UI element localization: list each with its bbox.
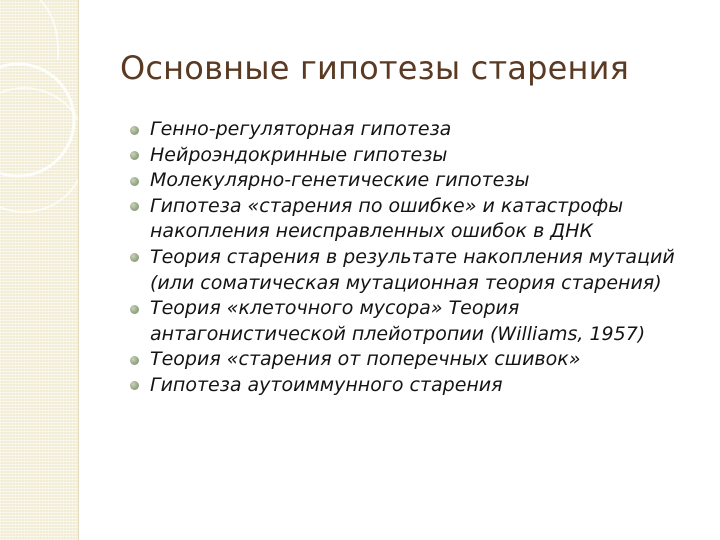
list-item-text: Гипотеза аутоиммунного старения	[150, 373, 503, 396]
bullet-icon	[130, 253, 139, 262]
bullet-icon	[130, 305, 139, 314]
decorative-side-strip	[0, 0, 78, 540]
list-item-text: Гипотеза «старения по ошибке» и катастрофы накопления неисправленных ошибок в ДНК	[150, 194, 624, 243]
hypotheses-list	[130, 117, 700, 399]
list-item-text: Молекулярно-генетические гипотезы	[150, 169, 530, 192]
list-item	[130, 117, 700, 143]
bullet-icon	[130, 381, 139, 390]
list-item-text: Генно-регуляторная гипотеза	[150, 118, 452, 140]
bullet-icon	[130, 151, 139, 160]
decorative-circles-icon	[0, 0, 78, 540]
bullet-icon	[130, 126, 139, 135]
list-item	[130, 194, 700, 245]
list-item-text: Теория «клеточного мусора» Теория антагонистической плейотропии (Williams, 1957)	[150, 297, 646, 345]
list-item	[130, 373, 700, 399]
list-item	[130, 347, 700, 373]
list-item-text: Теория «старения от поперечных сшивок»	[150, 348, 581, 371]
slide-title: Основные гипотезы старения	[120, 49, 630, 87]
bullet-icon	[130, 177, 139, 186]
list-item	[130, 143, 700, 169]
bullet-icon	[130, 356, 139, 365]
list-item	[130, 168, 700, 194]
list-item-text: Нейроэндокринные гипотезы	[150, 143, 448, 166]
list-item	[130, 296, 700, 347]
list-item-text: Теория старения в результате накопления мутаций (или соматическая мутационная теория старения)	[150, 245, 675, 294]
bullet-icon	[130, 202, 139, 211]
side-strip-divider	[78, 0, 79, 540]
list-item	[130, 245, 700, 296]
